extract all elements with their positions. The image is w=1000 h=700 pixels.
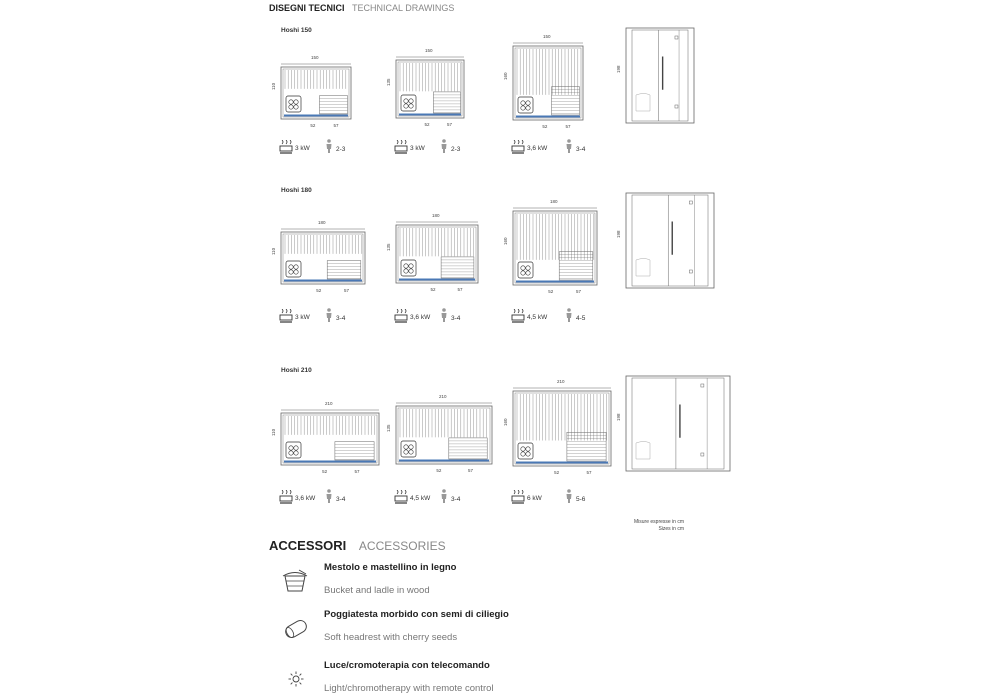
width-dimension: 210 [439,394,447,399]
side-height-dimension: 198 [616,64,621,73]
width-dimension-line [281,408,379,412]
side-height-dimension: 198 [616,229,621,238]
person-capacity-icon [565,489,573,503]
width-dimension-line [513,386,611,390]
sauna-side-view [624,191,716,290]
sauna-front-drawing [511,209,599,287]
heater-power: 4,5 kW [410,495,431,502]
side-height-dimension: 198 [616,412,621,421]
height-dimension: 110 [271,428,276,436]
depth-dimension-2: 57 [333,123,339,128]
measurement-note [604,519,684,533]
heater-power: 6 kW [527,495,542,502]
sauna-side-view [624,26,696,125]
person-capacity: 3-4 [336,496,346,503]
depth-dimension-1: 52 [310,123,316,128]
sauna-front-drawing [279,65,353,121]
heater-power: 3 kW [295,314,310,321]
model-name: Hoshi 180 [281,187,312,194]
width-dimension: 150 [425,48,433,53]
depth-dimension-2: 57 [344,288,350,293]
heater-power: 3 kW [295,145,310,152]
width-dimension-line [281,62,351,66]
person-capacity-icon [565,139,573,153]
section-header [269,3,454,13]
accessory-1-en: Bucket and ladle in wood [324,585,430,596]
person-capacity-icon [440,489,448,503]
sauna-front-drawing [511,44,585,122]
person-capacity-icon [440,308,448,322]
person-capacity: 3-4 [336,315,346,322]
accessory-1-it: Mestolo e mastellino in legno [324,562,457,573]
bucket-icon [281,568,309,594]
sauna-front-drawing [511,389,613,468]
headrest-icon [281,615,311,643]
depth-dimension-1: 52 [430,287,436,292]
height-dimension: 135 [386,78,391,86]
height-dimension: 160 [503,417,508,426]
depth-dimension-2: 57 [354,469,360,474]
sauna-front-drawing [394,223,480,285]
depth-dimension-2: 57 [468,468,474,473]
person-capacity: 4-5 [576,315,586,322]
person-capacity: 3-4 [576,146,586,153]
depth-dimension-1: 52 [316,288,322,293]
person-capacity-icon [565,308,573,322]
accessories-title-en: ACCESSORIES [358,539,446,553]
heater-power: 4,5 kW [527,314,548,321]
depth-dimension-2: 57 [447,122,453,127]
heater-power: 3 kW [410,145,425,152]
width-dimension: 150 [543,34,551,39]
depth-dimension-2: 57 [576,289,582,294]
width-dimension-line [513,41,583,45]
accessories-title-it: ACCESSORI [269,538,347,553]
accessory-2-it: Poggiatesta morbido con semi di ciliegio [324,609,509,620]
depth-dimension-1: 52 [548,289,554,294]
person-capacity-icon [325,308,333,322]
depth-dimension-2: 57 [586,470,592,475]
height-dimension: 110 [271,82,276,90]
sauna-front-drawing [279,411,381,467]
header-title-it: DISEGNI TECNICI [269,3,345,13]
sauna-side-view [624,374,732,473]
width-dimension: 210 [557,379,565,384]
accessories-title [269,538,446,553]
sauna-front-drawing [394,58,466,120]
width-dimension-line [396,401,492,405]
model-name: Hoshi 150 [281,27,312,34]
height-dimension: 160 [503,237,508,245]
depth-dimension-1: 52 [554,470,560,475]
person-capacity: 3-4 [451,315,461,322]
sauna-front-drawing [279,230,367,286]
heater-power-icon [394,140,408,154]
width-dimension-line [281,227,365,231]
heater-power: 3,6 kW [527,145,548,152]
heater-power-icon [511,140,525,154]
height-dimension: 160 [503,72,508,80]
heater-power-icon [511,490,525,504]
heater-power-icon [279,309,293,323]
width-dimension: 180 [318,220,326,225]
note-it: Misure espresse in cm [633,519,684,525]
person-capacity: 2-3 [336,146,346,153]
heater-power: 3,6 kW [410,314,431,321]
depth-dimension-1: 52 [424,122,430,127]
width-dimension: 150 [311,55,319,60]
person-capacity-icon [325,139,333,153]
model-name: Hoshi 210 [281,367,312,374]
depth-dimension-1: 52 [322,469,328,474]
width-dimension: 180 [432,213,440,218]
depth-dimension-1: 52 [542,124,548,129]
height-dimension: 110 [271,247,276,255]
height-dimension: 135 [386,424,391,432]
person-capacity-icon [440,139,448,153]
depth-dimension-2: 57 [457,287,463,292]
sauna-front-drawing [394,404,494,466]
person-capacity: 2-3 [451,146,461,153]
accessory-2-en: Soft headrest with cherry seeds [324,632,458,643]
depth-dimension-2: 57 [565,124,571,129]
width-dimension: 210 [325,401,333,406]
person-capacity: 3-4 [451,496,461,503]
heater-power: 3,6 kW [295,495,316,502]
accessory-3-en: Light/chromotherapy with remote control [324,683,494,694]
accessory-3-it: Luce/cromoterapia con telecomando [324,660,490,671]
height-dimension: 135 [386,243,391,251]
heater-power-icon [279,490,293,504]
light-icon [288,671,304,687]
person-capacity-icon [325,489,333,503]
heater-power-icon [394,490,408,504]
width-dimension-line [513,206,597,210]
heater-power-icon [394,309,408,323]
person-capacity: 5-6 [576,496,586,503]
width-dimension-line [396,55,464,59]
width-dimension: 180 [550,199,558,204]
heater-power-icon [279,140,293,154]
header-title-en: TECHNICAL DRAWINGS [352,3,455,13]
note-en: Sizes in cm [658,526,684,532]
width-dimension-line [396,220,478,224]
heater-power-icon [511,309,525,323]
depth-dimension-1: 52 [436,468,442,473]
